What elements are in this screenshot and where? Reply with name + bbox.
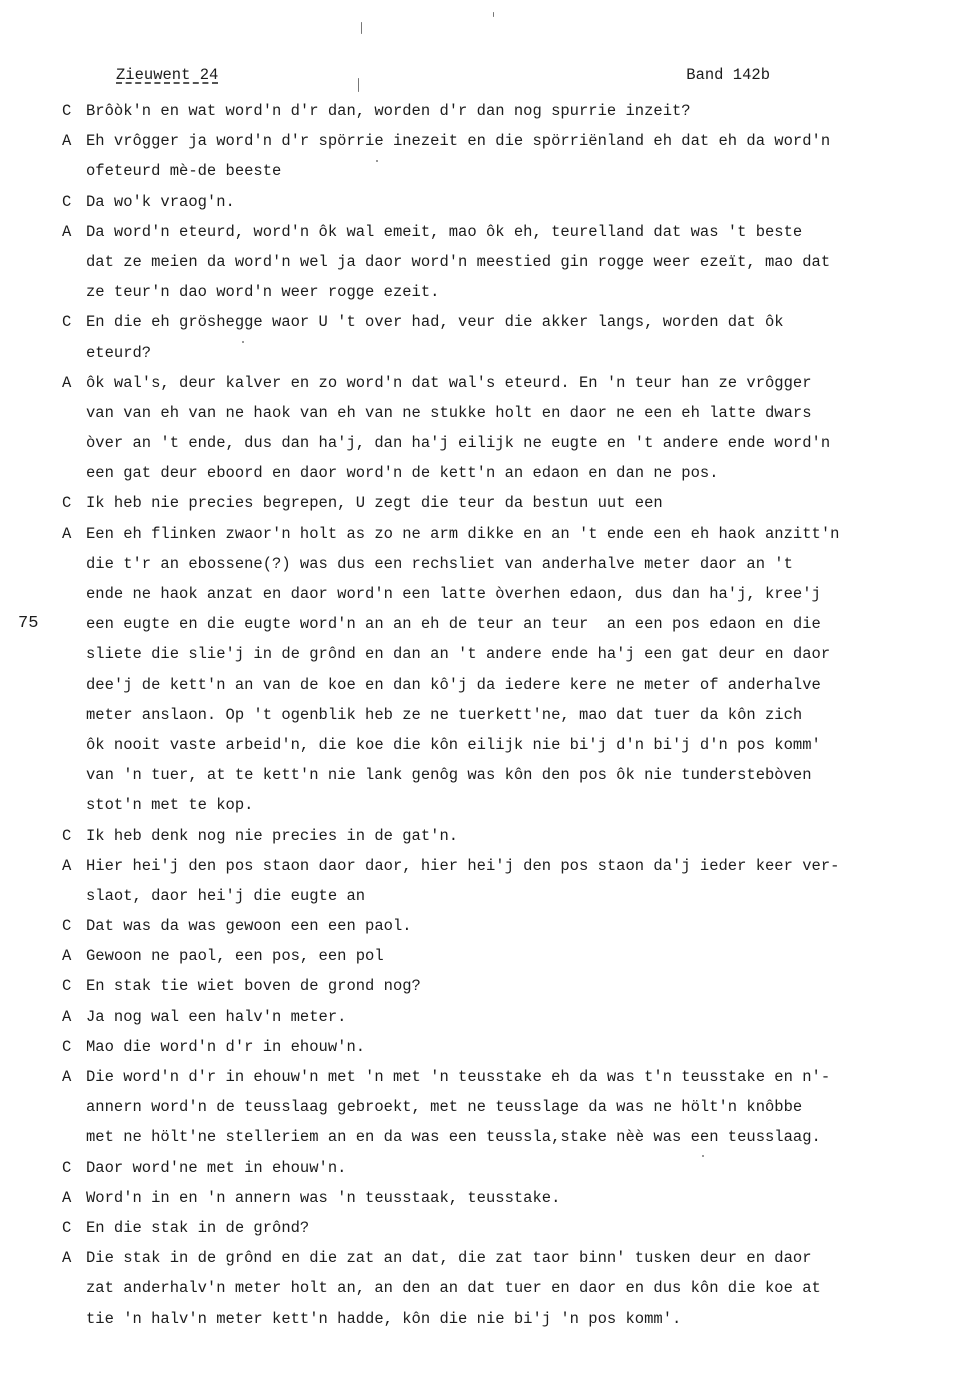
transcript-line xyxy=(0,1243,979,1273)
transcript-line xyxy=(0,609,979,639)
line-text: En stak tie wiet boven de grond nog? xyxy=(86,977,421,996)
line-text: En die stak in de grônd? xyxy=(86,1218,310,1237)
line-text: eteurd? xyxy=(86,343,152,362)
transcript-line xyxy=(0,156,979,186)
line-text: meter anslaon. Op 't ogenblik heb ze ne tuerkett'ne, mao dat tuer da kôn zich xyxy=(86,705,803,724)
page-header xyxy=(116,66,776,90)
line-text: Die stak in de grônd en die zat an dat, die zat taor binn' tusken deur en daor xyxy=(86,1249,812,1268)
transcript-line xyxy=(0,911,979,941)
transcript-line xyxy=(0,1213,979,1243)
line-text: van van eh van ne haok van eh van ne stukke holt en daor ne een eh latte dwars xyxy=(86,403,812,422)
transcript-line xyxy=(0,428,979,458)
transcript-line xyxy=(0,519,979,549)
line-text: een eugte en die eugte word'n an an eh de teur an teur an een pos edaon en die xyxy=(86,615,821,634)
speaker-label: C xyxy=(62,917,72,936)
speaker-label: A xyxy=(62,373,72,392)
speaker-label: C xyxy=(62,102,72,120)
line-text: Mao die word'n d'r in ehouw'n. xyxy=(86,1037,366,1056)
speaker-label: A xyxy=(62,947,72,966)
transcript-line xyxy=(0,1122,979,1152)
line-text: Gewoon ne paol, een pos, een pol xyxy=(86,947,384,966)
speaker-label: A xyxy=(62,524,72,543)
line-text: Ja nog wal een halv'n meter. xyxy=(86,1007,347,1026)
transcript-line xyxy=(0,1002,979,1032)
transcript-line xyxy=(0,277,979,307)
line-text: sliete die slie'j in de grônd en dan an 't andere ende ha'j een gat deur en daor xyxy=(86,645,831,664)
speaker-label: C xyxy=(62,977,72,996)
speaker-label: C xyxy=(62,1158,72,1177)
speaker-label: A xyxy=(62,1007,72,1026)
transcript-line xyxy=(0,1032,979,1062)
transcript-line xyxy=(0,941,979,971)
transcript-line xyxy=(0,96,979,126)
line-text: met ne hölt'ne stelleriem an en da was een teussla,stake nèè was een teusslaag. xyxy=(86,1128,821,1147)
transcript-line xyxy=(0,700,979,730)
line-text: ofeteurd mè-de beeste xyxy=(86,162,282,181)
line-text: tie 'n halv'n meter kett'n hadde, kôn die nie bi'j 'n pos komm'. xyxy=(86,1309,682,1328)
speaker-label: C xyxy=(62,826,72,845)
line-text: Een eh flinken zwaor'n holt as zo ne arm dikke en an 't ende een eh haok anzitt'n xyxy=(86,524,840,543)
transcript-line xyxy=(0,458,979,488)
line-text: En die eh gröshegge waor U 't over had, veur die akker langs, worden dat ôk xyxy=(86,313,784,332)
line-text: Dat was da was gewoon een een paol. xyxy=(86,917,412,936)
line-text: annern word'n de teusslaag gebroekt, met ne teusslage da was ne hölt'n knôbbe xyxy=(86,1098,803,1117)
transcript-line xyxy=(0,126,979,156)
speck-mark xyxy=(361,22,362,34)
transcript-line xyxy=(0,488,979,518)
line-text: zat anderhalv'n meter holt an, an den an dat tuer en daor en dus kôn die koe at xyxy=(86,1279,821,1298)
transcript-line xyxy=(0,187,979,217)
transcript-line xyxy=(0,217,979,247)
speaker-label: C xyxy=(62,1218,72,1237)
line-text: slaot, daor hei'j die eugte an xyxy=(86,886,366,905)
transcript-line xyxy=(0,307,979,337)
line-text: Ik heb nie precies begrepen, U zegt die teur da bestun uut een xyxy=(86,494,663,513)
tape-band-number: Band 142b xyxy=(686,66,770,84)
speaker-label: A xyxy=(62,1068,72,1086)
speaker-label: C xyxy=(62,494,72,513)
line-text: ôk nooit vaste arbeid'n, die koe die kôn eilijk nie bi'j d'n bi'j d'n pos komm' xyxy=(86,735,821,754)
transcript-line xyxy=(0,760,979,790)
line-text: Brôòk'n en wat word'n d'r dan, worden d'r dan nog spurrie inzeit? xyxy=(86,102,691,120)
speaker-label: A xyxy=(62,132,72,151)
line-text: een gat deur eboord en daor word'n de kett'n an edaon en dan ne pos. xyxy=(86,464,719,483)
line-text: Die word'n d'r in ehouw'n met 'n met 'n teusstake eh da was t'n teusstake en n'- xyxy=(86,1068,831,1086)
transcript-line xyxy=(0,549,979,579)
transcript-line xyxy=(0,368,979,398)
transcript-line xyxy=(0,821,979,851)
transcript-line xyxy=(0,971,979,1001)
speaker-label: A xyxy=(62,1188,72,1207)
speaker-label: C xyxy=(62,313,72,332)
transcript-line xyxy=(0,1092,979,1122)
transcript-lines xyxy=(0,96,979,1334)
speaker-label: A xyxy=(62,222,72,241)
speaker-label: C xyxy=(62,192,72,211)
speaker-label: C xyxy=(62,1037,72,1056)
line-text: dat ze meien da word'n wel ja daor word'n meestied gin rogge weer ezeït, mao dat xyxy=(86,252,831,271)
speaker-label: A xyxy=(62,856,72,875)
line-text: Eh vrôgger ja word'n d'r spörrie inezeit en die spörriënland eh dat eh da word'n xyxy=(86,132,831,151)
line-text: ze teur'n dao word'n weer rogge ezeit. xyxy=(86,283,440,302)
transcript-line xyxy=(0,1304,979,1334)
interview-location: Zieuwent 24 xyxy=(116,66,219,84)
transcript-line xyxy=(0,247,979,277)
transcript-line xyxy=(0,1153,979,1183)
line-text: òver an 't ende, dus dan ha'j, dan ha'j eilijk ne eugte en 't andere ende word'n xyxy=(86,434,831,453)
line-text: ende ne haok anzat en daor word'n een latte òverhen edaon, dus dan ha'j, kree'j xyxy=(86,585,821,603)
transcript-line xyxy=(0,338,979,368)
transcript-line xyxy=(0,851,979,881)
line-number: 75 xyxy=(18,614,39,634)
line-text: Word'n in en 'n annern was 'n teusstaak, teusstake. xyxy=(86,1188,561,1207)
line-text: die t'r an ebossene(?) was dus een rechsliet van anderhalve meter daor an 't xyxy=(86,554,793,573)
transcript-line xyxy=(0,579,979,609)
line-text: Daor word'ne met in ehouw'n. xyxy=(86,1158,347,1177)
transcript-line xyxy=(0,881,979,911)
line-text: Da wo'k vraog'n. xyxy=(86,192,235,211)
line-text: Ik heb denk nog nie precies in de gat'n. xyxy=(86,826,459,845)
transcript-line xyxy=(0,639,979,669)
transcript-line xyxy=(0,790,979,820)
speck-mark xyxy=(493,12,494,17)
transcript-line xyxy=(0,1273,979,1303)
speaker-label: A xyxy=(62,1249,72,1268)
line-text: Da word'n eteurd, word'n ôk wal emeit, mao ôk eh, teurelland dat was 't beste xyxy=(86,222,803,241)
line-text: Hier hei'j den pos staon daor daor, hier hei'j den pos staon da'j ieder keer ver- xyxy=(86,856,840,875)
line-text: van 'n tuer, at te kett'n nie lank genôg was kôn den pos ôk nie tunderstebòven xyxy=(86,766,812,785)
transcript-line xyxy=(0,730,979,760)
transcript-line xyxy=(0,398,979,428)
transcript-line xyxy=(0,1183,979,1213)
line-text: dee'j de kett'n an van de koe en dan kô'j da iedere kere ne meter of anderhalve xyxy=(86,675,821,694)
transcript-line xyxy=(0,670,979,700)
transcript-line xyxy=(0,1062,979,1092)
line-text: ôk wal's, deur kalver en zo word'n dat wal's eteurd. En 'n teur han ze vrôgger xyxy=(86,373,812,392)
line-text: stot'n met te kop. xyxy=(86,796,254,815)
